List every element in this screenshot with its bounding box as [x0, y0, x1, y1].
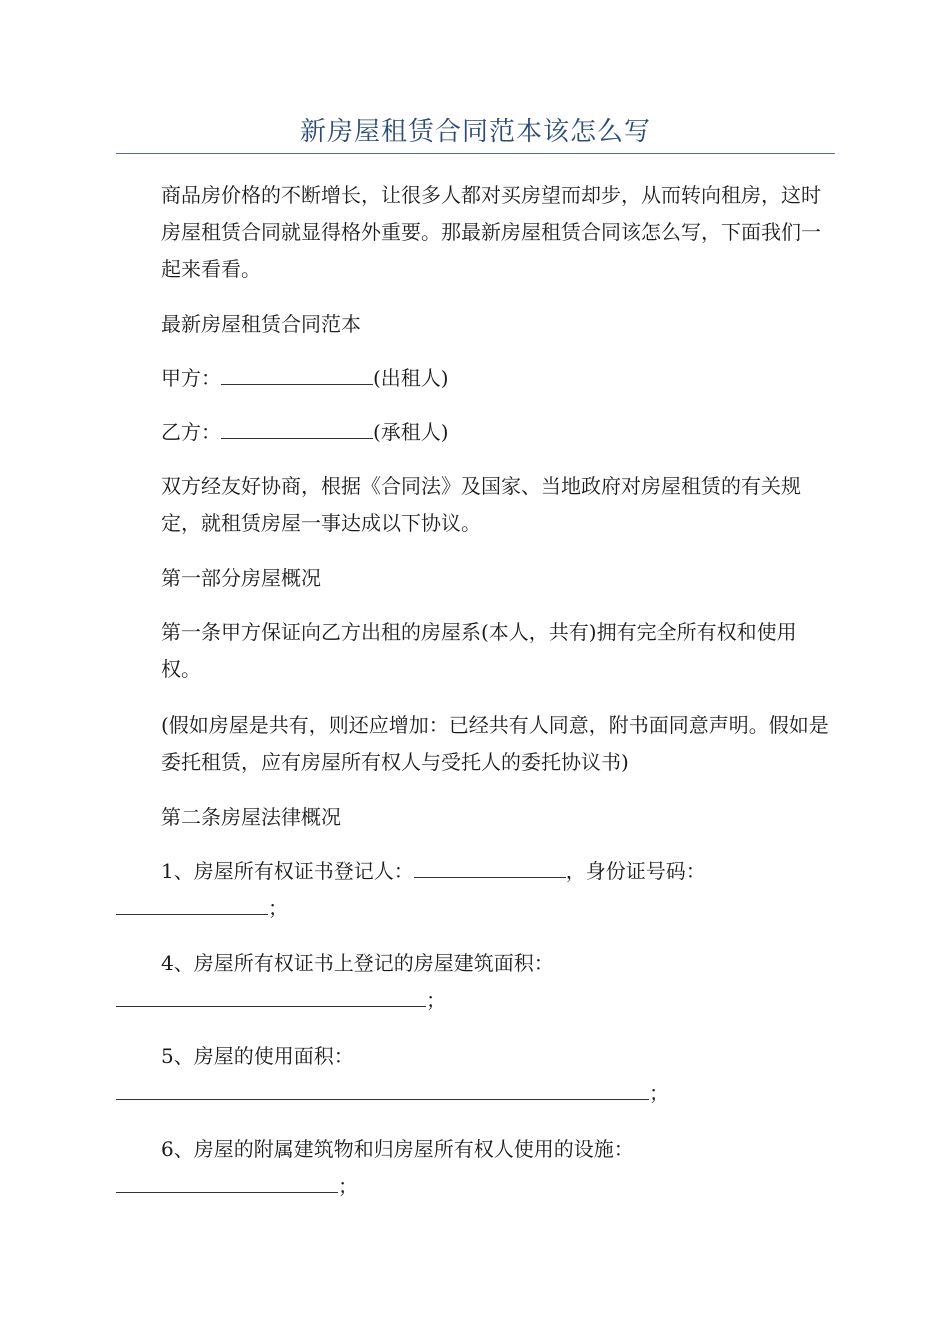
item1-paragraph [116, 853, 835, 927]
item5-label: 5、房屋的使用面积： [161, 1044, 354, 1068]
party-b-line [116, 414, 835, 451]
item1-end: ； [268, 896, 288, 920]
item6-end: ； [338, 1174, 358, 1198]
party-a-blank [221, 362, 373, 385]
part1-heading: 第一部分房屋概况 [161, 566, 321, 590]
party-a-label: 甲方： [161, 366, 221, 390]
item6-blank [116, 1170, 338, 1193]
item1-id-blank [116, 892, 268, 915]
item4-label: 4、房屋所有权证书上登记的房屋建筑面积： [161, 951, 554, 975]
contract-subtitle: 最新房屋租赁合同范本 [161, 312, 361, 336]
party-b-role: (承租人) [373, 420, 449, 444]
item1-name-blank [414, 855, 566, 878]
title-underline [116, 153, 835, 154]
item6-paragraph [116, 1131, 835, 1205]
item4-blank [116, 984, 426, 1007]
article1-paragraph: 第一条甲方保证向乙方出租的房屋系(本人，共有)拥有完全所有权和使用权。 [161, 620, 797, 681]
item1-mid: ，身份证号码： [565, 859, 706, 883]
item5-end: ； [649, 1081, 669, 1105]
item4-end: ； [426, 988, 446, 1012]
party-b-label: 乙方： [161, 420, 221, 444]
document-title: 新房屋租赁合同范本该怎么写 [299, 117, 651, 147]
party-b-blank [221, 416, 373, 439]
intro-paragraph: 商品房价格的不断增长，让很多人都对买房望而却步，从而转向租房，这时房屋租赁合同就显得格外重要。那最新房屋租赁合同该怎么写，下面我们一起来看看。 [161, 183, 821, 281]
note1-paragraph: (假如房屋是共有，则还应增加：已经共有人同意，附书面同意声明。假如是委托租赁，应有房屋所有权人与受托人的委托协议书) [161, 713, 829, 774]
party-a-role: (出租人) [373, 366, 449, 390]
party-a-line [116, 360, 835, 397]
item1-label: 1、房屋所有权证书登记人： [161, 859, 414, 883]
item4-paragraph [116, 945, 835, 1019]
item6-label: 6、房屋的附属建筑物和归房屋所有权人使用的设施： [161, 1137, 634, 1161]
item5-paragraph [116, 1038, 835, 1112]
agreement-paragraph: 双方经友好协商，根据《合同法》及国家、当地政府对房屋租赁的有关规定，就租赁房屋一事达成以下协议。 [161, 474, 801, 535]
item5-blank [116, 1077, 649, 1100]
article2-heading: 第二条房屋法律概况 [161, 805, 341, 829]
